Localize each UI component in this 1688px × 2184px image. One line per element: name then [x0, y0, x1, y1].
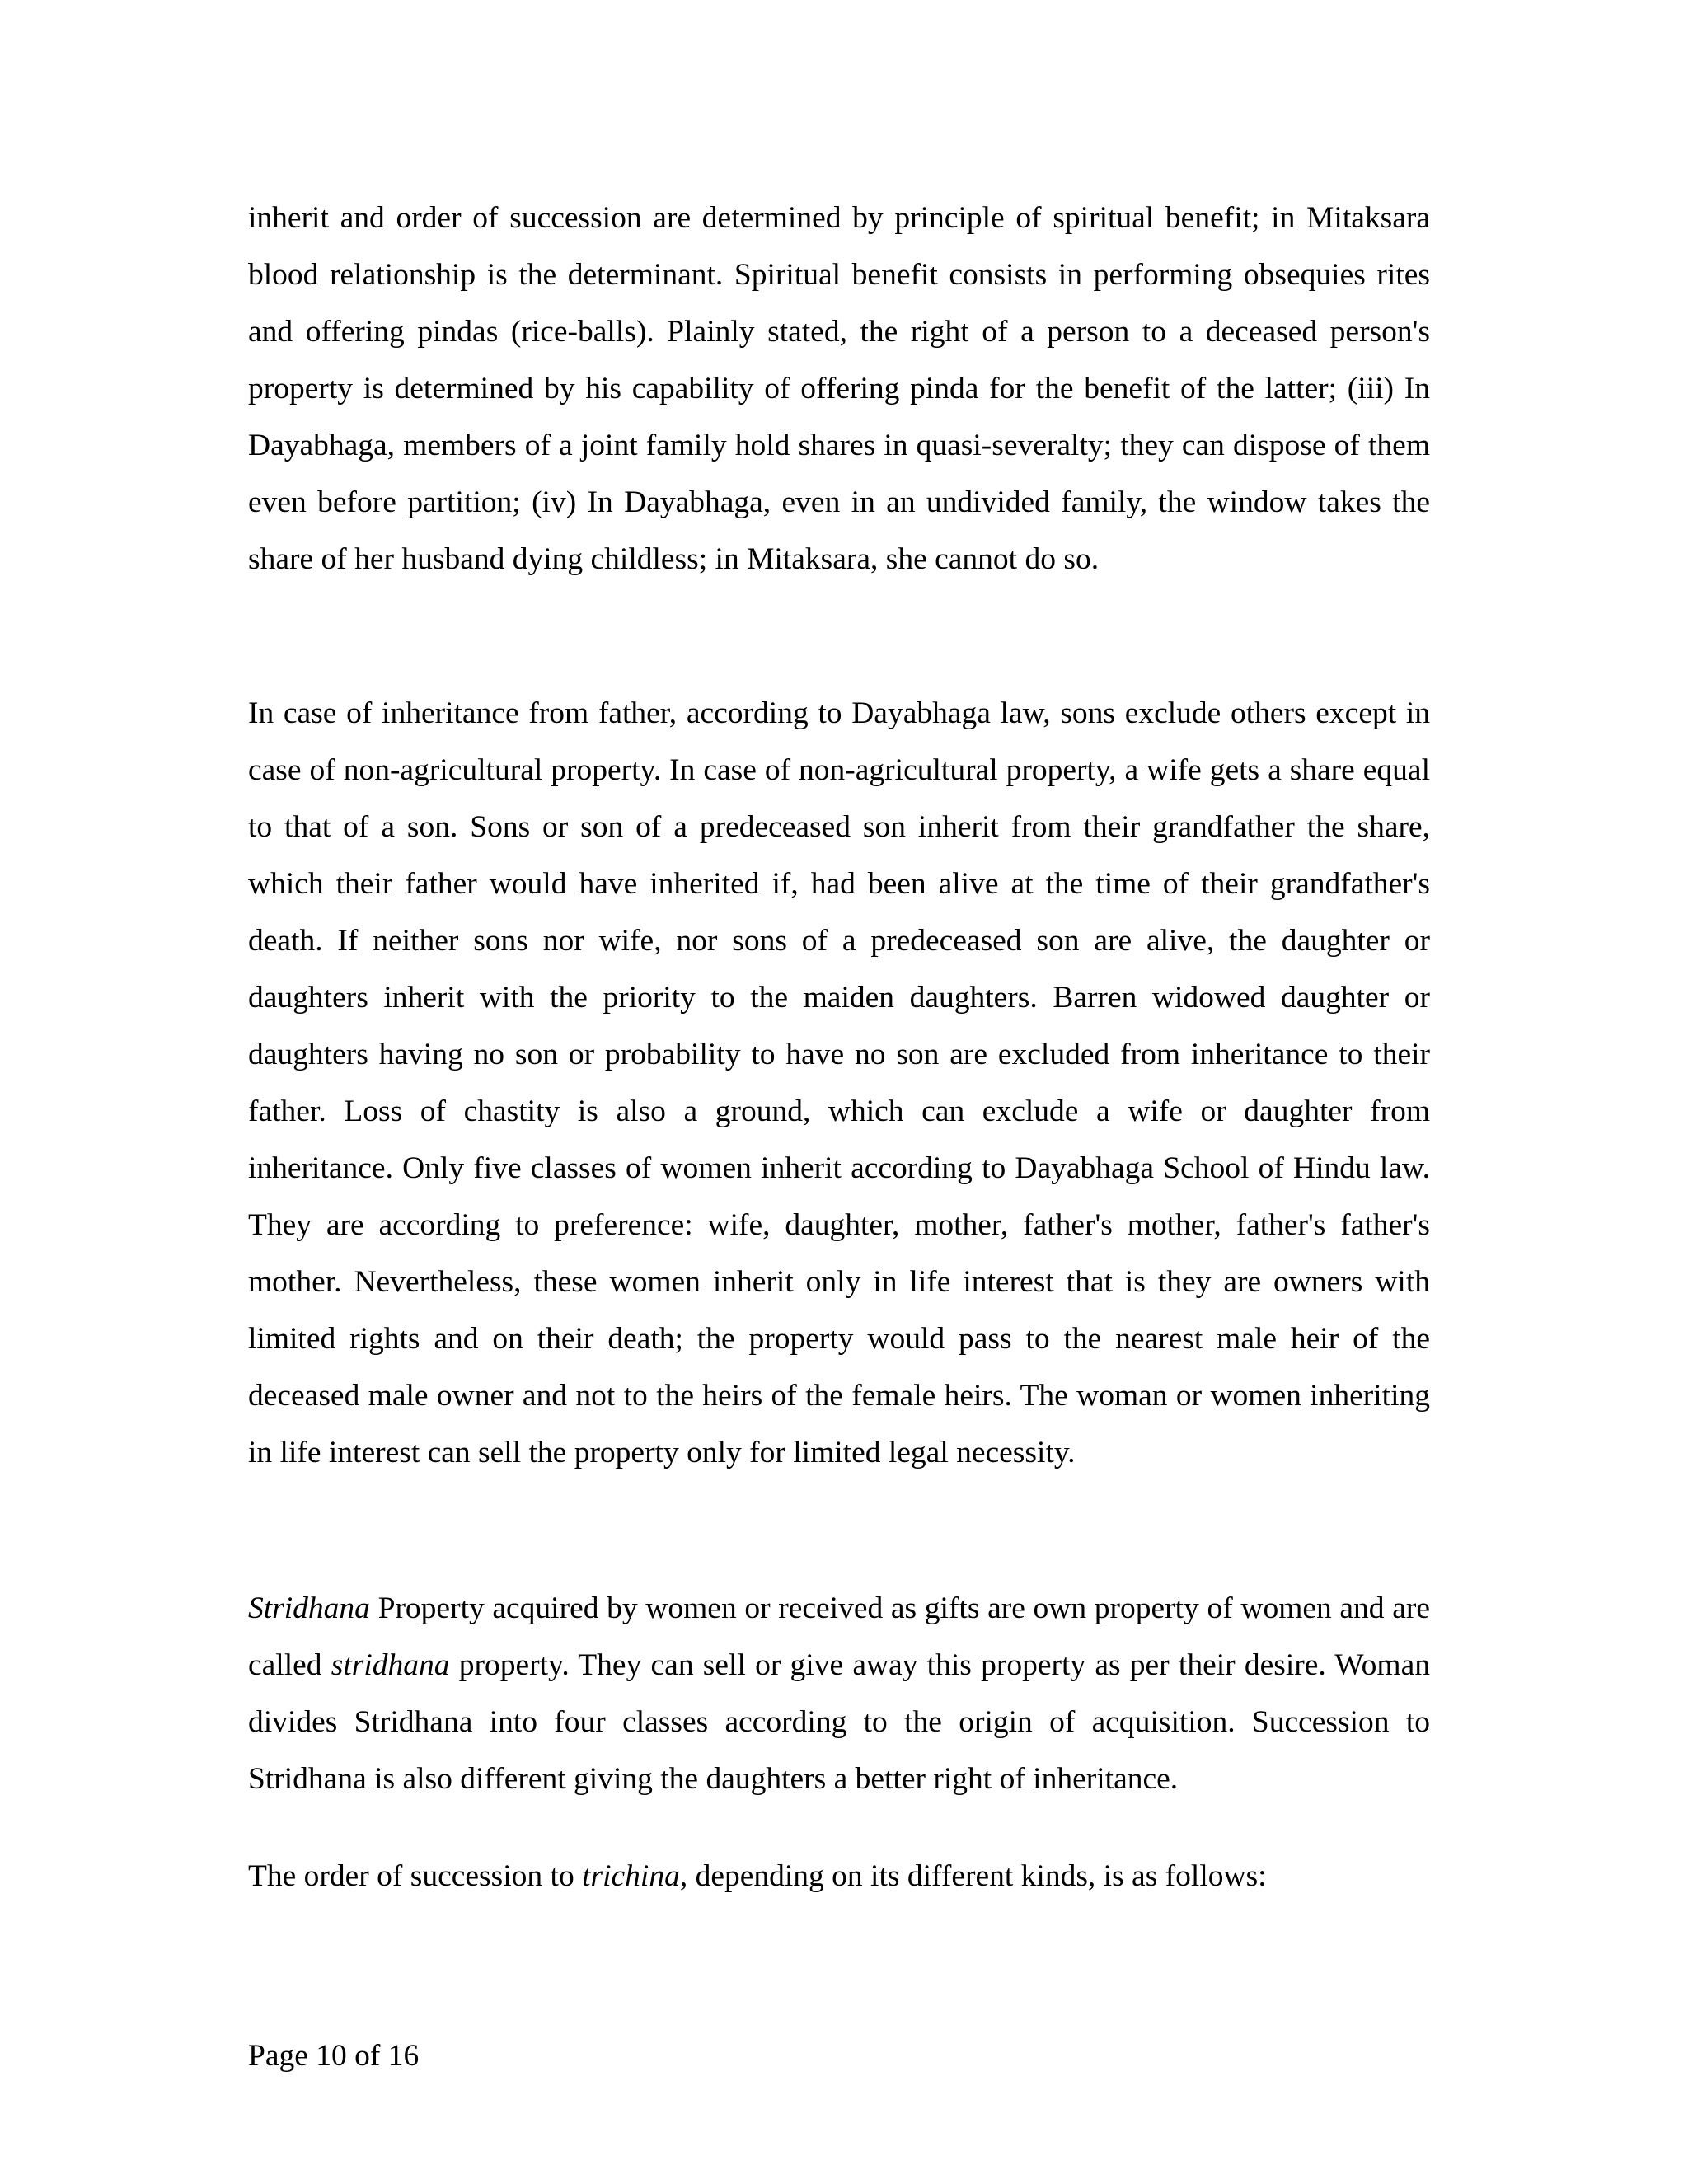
- succession-text-part-b: , depending on its different kinds, is as follows:: [679, 1859, 1267, 1893]
- paragraph-order-of-succession: [248, 1848, 1430, 1905]
- page-number-footer: Page 10 of 16: [248, 2039, 420, 2073]
- stridhana-heading-term: Stridhana: [248, 1591, 370, 1625]
- paragraph-inheritance-from-father: In case of inheritance from father, according to Dayabhaga law, sons exclude others except in case of non-agricultural property. In case of non-agricultural property, a wife gets a share equal to that of a son. Sons or son of a predeceased son inherit from their grandfather the share, which their father would have inherited if, had been alive at the time of their grandfather's death. If neither sons nor wife, nor sons of a predeceased son are alive, the daughter or daughters inherit with the priority to the maiden daughters. Barren widowed daughter or daughters having no son or probability to have no son are excluded from inheritance to their father. Loss of chastity is also a ground, which can exclude a wife or daughter from inheritance. Only five classes of women inherit according to Dayabhaga School of Hindu law. They are according to preference: wife, daughter, mother, father's mother, father's father's mother. Nevertheless, these women inherit only in life interest that is they are owners with limited rights and on their death; the property would pass to the nearest male heir of the deceased male owner and not to the heirs of the female heirs. The woman or women inheriting in life interest can sell the property only for limited legal necessity.: [248, 696, 1430, 1469]
- trichina-term: trichina: [582, 1859, 680, 1893]
- stridhana-inline-term: stridhana: [331, 1648, 450, 1682]
- succession-text-part-a: The order of succession to: [248, 1859, 583, 1893]
- stridhana-text-part-a: Property acquired by women or received as gifts are own property of women and are called: [248, 1591, 1430, 1682]
- paragraph-stridhana: [248, 1580, 1430, 1807]
- stridhana-text-part-b: property. They can sell or give away this property as per their desire. Woman divides Stridhana into four classes according to the origin of acquisition. Succession to Stridhana is also different giving the daughters a better right of inheritance.: [248, 1648, 1430, 1796]
- paragraph-schools-difference: inherit and order of succession are determined by principle of spiritual benefit; in Mitaksara blood relationship is the determinant. Spiritual benefit consists in performing obsequies rites and offering pindas (rice-balls). Plainly stated, the right of a person to a deceased person's property is determined by his capability of offering pinda for the benefit of the latter; (iii) In Dayabhaga, members of a joint family hold shares in quasi-severalty; they can dispose of them even before partition; (iv) In Dayabhaga, even in an undivided family, the window takes the share of her husband dying childless; in Mitaksara, she cannot do so.: [248, 201, 1430, 576]
